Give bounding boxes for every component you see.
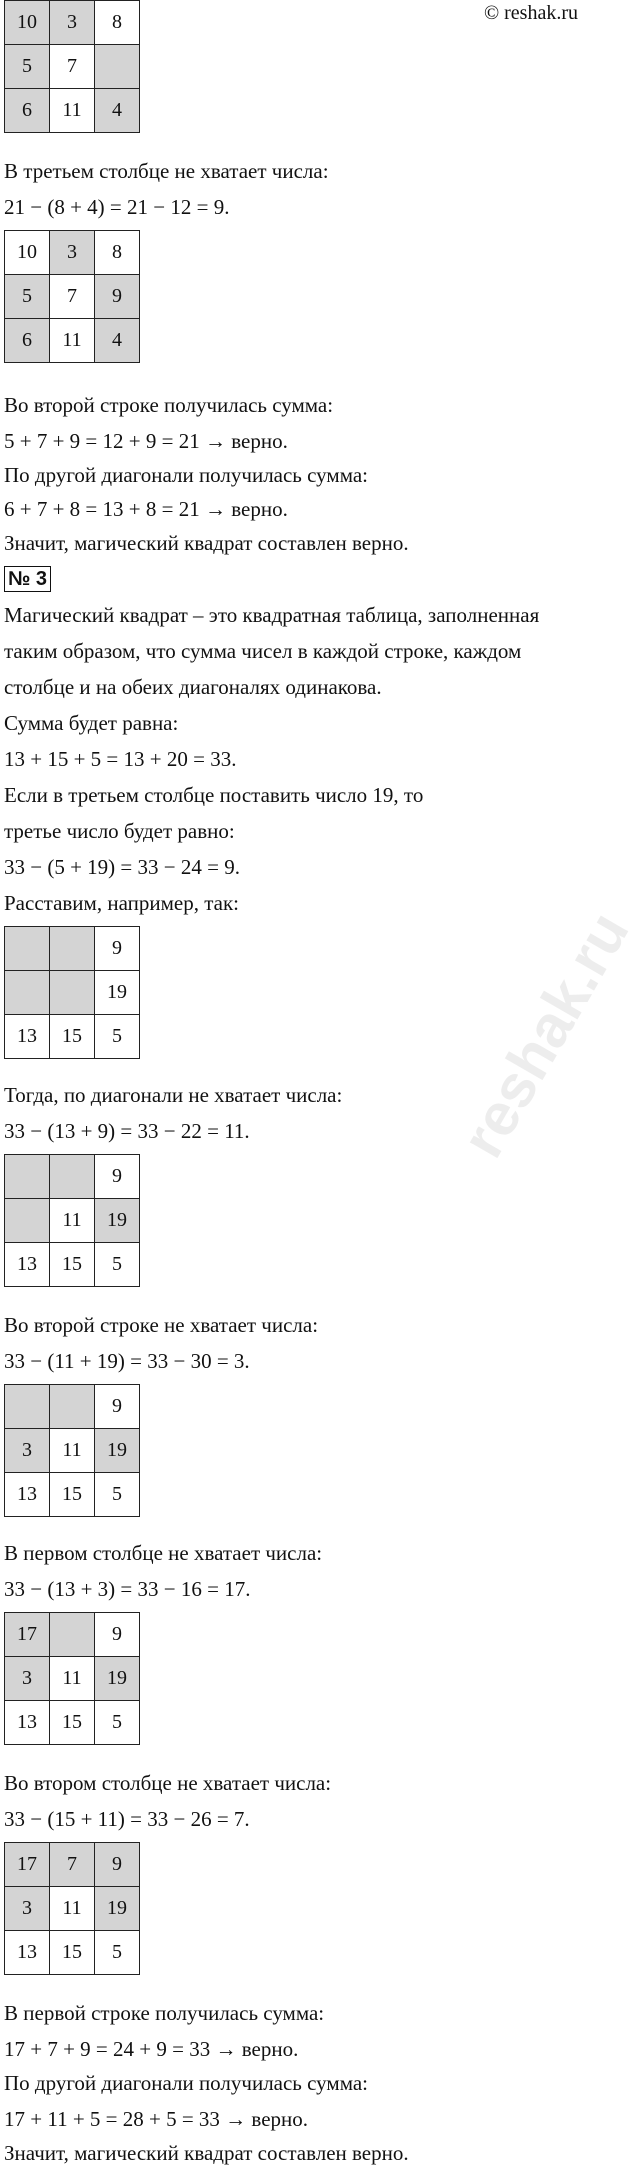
- cell: 6: [5, 89, 50, 133]
- cell: 3: [5, 1429, 50, 1473]
- equation: 6 + 7 + 8 = 13 + 8 = 21 → верно.: [4, 497, 288, 521]
- equation: 13 + 15 + 5 = 13 + 20 = 33.: [4, 747, 237, 771]
- cell: 17: [5, 1843, 50, 1887]
- cell: 19: [95, 1199, 140, 1243]
- cell: [5, 927, 50, 971]
- cell: 5: [95, 1701, 140, 1745]
- equation: 33 − (5 + 19) = 33 − 24 = 9.: [4, 855, 240, 879]
- cell: 19: [95, 971, 140, 1015]
- text-line: Значит, магический квадрат составлен верно.: [4, 2141, 409, 2165]
- cell: 3: [50, 231, 95, 275]
- cell: 8: [95, 231, 140, 275]
- cell: [50, 971, 95, 1015]
- cell: 6: [5, 319, 50, 363]
- cell: 5: [95, 1015, 140, 1059]
- cell: 13: [5, 1243, 50, 1287]
- text-line: Во второй строке получилась сумма:: [4, 393, 334, 417]
- cell: 11: [50, 89, 95, 133]
- cell: 5: [5, 275, 50, 319]
- cell: [50, 1613, 95, 1657]
- cell: 4: [95, 319, 140, 363]
- cell: 19: [95, 1657, 140, 1701]
- cell: [50, 927, 95, 971]
- cell: 4: [95, 89, 140, 133]
- cell: 11: [50, 1657, 95, 1701]
- equation: 33 − (15 + 11) = 33 − 26 = 7.: [4, 1807, 250, 1831]
- magic-square-1: [4, 0, 140, 133]
- cell: 5: [95, 1931, 140, 1975]
- cell: [5, 1385, 50, 1429]
- text-line: Расставим, например, так:: [4, 891, 239, 915]
- magic-square-3: [4, 926, 140, 1059]
- watermark-diagonal: reshak.ru: [448, 900, 642, 1169]
- text-line: Магический квадрат – это квадратная таблица, заполненная: [4, 603, 540, 627]
- cell: 15: [50, 1243, 95, 1287]
- magic-square-4: [4, 1154, 140, 1287]
- equation: 5 + 7 + 9 = 12 + 9 = 21 → верно.: [4, 429, 288, 453]
- cell: 3: [50, 1, 95, 45]
- cell: 19: [95, 1429, 140, 1473]
- text-line: По другой диагонали получилась сумма:: [4, 463, 368, 487]
- cell: 3: [5, 1887, 50, 1931]
- text-line: Во втором столбце не хватает числа:: [4, 1771, 332, 1795]
- text-line: Сумма будет равна:: [4, 711, 179, 735]
- cell: 13: [5, 1701, 50, 1745]
- cell: 9: [95, 927, 140, 971]
- cell: 13: [5, 1931, 50, 1975]
- equation: 17 + 11 + 5 = 28 + 5 = 33 → верно.: [4, 2107, 309, 2131]
- magic-square-2: [4, 230, 140, 363]
- equation: 33 − (11 + 19) = 33 − 30 = 3.: [4, 1349, 250, 1373]
- text-line: Если в третьем столбце поставить число 19, то: [4, 783, 424, 807]
- cell: [95, 45, 140, 89]
- watermark-text: © reshak.ru: [483, 2, 578, 24]
- cell: 9: [95, 1385, 140, 1429]
- cell: 9: [95, 1843, 140, 1887]
- cell: 13: [5, 1473, 50, 1517]
- equation: 17 + 7 + 9 = 24 + 9 = 33 → верно.: [4, 2037, 299, 2061]
- cell: [5, 1155, 50, 1199]
- cell: [50, 1155, 95, 1199]
- cell: 5: [95, 1473, 140, 1517]
- text-line: Во второй строке не хватает числа:: [4, 1313, 319, 1337]
- cell: 7: [50, 45, 95, 89]
- cell: 15: [50, 1015, 95, 1059]
- cell: 15: [50, 1931, 95, 1975]
- cell: 5: [5, 45, 50, 89]
- text-line: третье число будет равно:: [4, 819, 235, 843]
- cell: 17: [5, 1613, 50, 1657]
- cell: 8: [95, 1, 140, 45]
- equation: 33 − (13 + 3) = 33 − 16 = 17.: [4, 1577, 251, 1601]
- cell: 10: [5, 1, 50, 45]
- magic-square-7: [4, 1842, 140, 1975]
- equation: 21 − (8 + 4) = 21 − 12 = 9.: [4, 195, 230, 219]
- text-line: столбце и на обеих диагоналях одинакова.: [4, 675, 382, 699]
- cell: 15: [50, 1473, 95, 1517]
- cell: 11: [50, 1429, 95, 1473]
- task-number-badge: № 3: [4, 566, 51, 592]
- cell: 13: [5, 1015, 50, 1059]
- cell: 10: [5, 231, 50, 275]
- text-line: Тогда, по диагонали не хватает числа:: [4, 1083, 343, 1107]
- cell: 15: [50, 1701, 95, 1745]
- cell: [5, 1199, 50, 1243]
- cell: [5, 971, 50, 1015]
- cell: 11: [50, 319, 95, 363]
- magic-square-5: [4, 1384, 140, 1517]
- cell: 11: [50, 1199, 95, 1243]
- cell: [50, 1385, 95, 1429]
- cell: 7: [50, 1843, 95, 1887]
- cell: 19: [95, 1887, 140, 1931]
- text-line: В первом столбце не хватает числа:: [4, 1541, 323, 1565]
- cell: 9: [95, 1155, 140, 1199]
- text-line: По другой диагонали получилась сумма:: [4, 2071, 368, 2095]
- cell: 3: [5, 1657, 50, 1701]
- equation: 33 − (13 + 9) = 33 − 22 = 11.: [4, 1119, 250, 1143]
- magic-square-6: [4, 1612, 140, 1745]
- cell: 7: [50, 275, 95, 319]
- text-line: Значит, магический квадрат составлен верно.: [4, 531, 409, 555]
- cell: 11: [50, 1887, 95, 1931]
- cell: 9: [95, 1613, 140, 1657]
- cell: 5: [95, 1243, 140, 1287]
- cell: 9: [95, 275, 140, 319]
- text-line: В первой строке получилась сумма:: [4, 2001, 325, 2025]
- text-line: В третьем столбце не хватает числа:: [4, 159, 329, 183]
- text-line: таким образом, что сумма чисел в каждой строке, каждом: [4, 639, 522, 663]
